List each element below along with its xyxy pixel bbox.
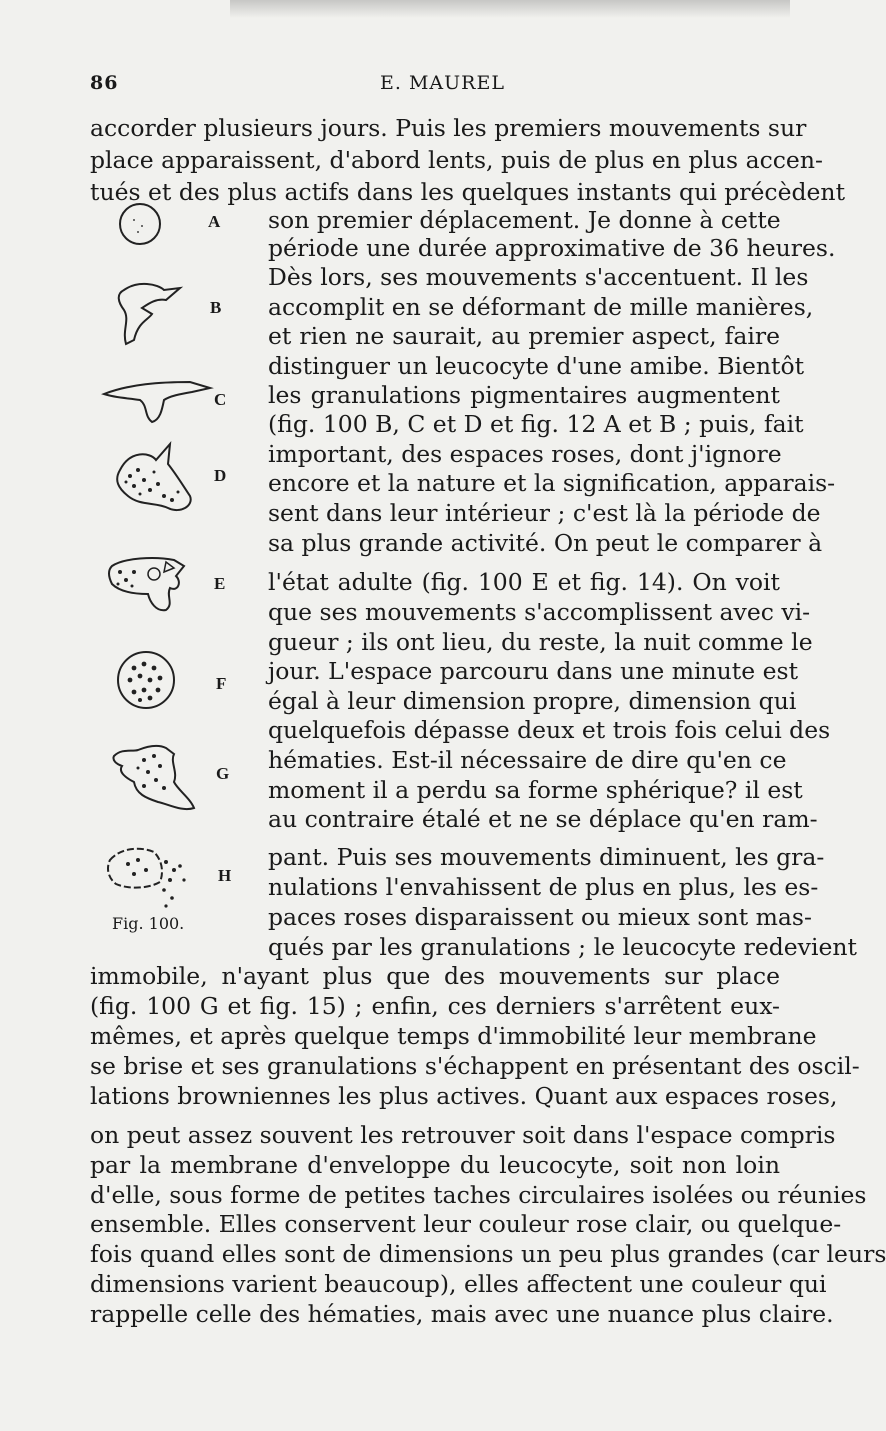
text-line: ensemble. Elles conservent leur couleur rose clair, ou quelque-	[90, 1210, 842, 1238]
text-line: distinguer un leucocyte d'une amibe. Bientôt	[268, 352, 805, 380]
figure-label-h: H	[218, 866, 232, 885]
text-line: égal à leur dimension propre, dimension qui	[268, 687, 797, 715]
page-number: 86	[90, 72, 119, 94]
text-line: par la membrane d'enveloppe du leucocyte, soit non loin	[90, 1151, 780, 1179]
figure-caption: Fig. 100.	[112, 914, 185, 933]
figure-100	[100, 190, 260, 950]
text-line: quelquefois dépasse deux et trois fois celui des	[268, 716, 831, 744]
text-line: et rien ne saurait, au premier aspect, faire	[268, 322, 780, 350]
figure-label-b: B	[210, 298, 222, 317]
text-line: gueur ; ils ont lieu, du reste, la nuit comme le	[268, 628, 813, 656]
figure-label-a: A	[208, 212, 221, 231]
text-line: qués par les granulations ; le leucocyte redevient	[268, 933, 857, 961]
text-line: hématies. Est-il nécessaire de dire qu'en ce	[268, 746, 787, 774]
text-line: encore et la nature et la signification, apparais-	[268, 469, 836, 497]
text-line: se brise et ses granulations s'échappent en présentant des oscil-	[90, 1052, 860, 1080]
scan-smudge	[230, 0, 790, 18]
figure-cell-g-drawing	[108, 742, 208, 822]
text-line: mêmes, et après quelque temps d'immobilité leur membrane	[90, 1022, 817, 1050]
text-line: sent dans leur intérieur ; c'est là la période de	[268, 499, 821, 527]
text-line: fois quand elles sont de dimensions un peu plus grandes (car leurs	[90, 1240, 886, 1268]
text-line: nulations l'envahissent de plus en plus, les es-	[268, 873, 819, 901]
figure-cell-c-drawing	[100, 374, 230, 434]
text-line: l'état adulte (fig. 100 E et fig. 14). On voit	[268, 568, 780, 596]
text-line: (fig. 100 B, C et D et fig. 12 A et B ; puis, fait	[268, 410, 804, 438]
text-line: accomplit en se déformant de mille manières,	[268, 293, 814, 321]
figure-cell-h-drawing	[100, 840, 210, 920]
running-header-author: E. MAUREL	[380, 72, 505, 94]
text-line: Dès lors, ses mouvements s'accentuent. Il les	[268, 263, 809, 291]
text-line: sa plus grande activité. On peut le comparer à	[268, 529, 823, 557]
text-line: d'elle, sous forme de petites taches circulaires isolées ou réunies	[90, 1181, 867, 1209]
text-line: immobile, n'ayant plus que des mouvements sur place	[90, 962, 780, 990]
text-line: période une durée approximative de 36 heures.	[268, 234, 836, 262]
text-line: place apparaissent, d'abord lents, puis de plus en plus accen-	[90, 146, 823, 174]
text-line: tués et des plus actifs dans les quelques instants qui précèdent	[90, 178, 846, 206]
text-line: que ses mouvements s'accomplissent avec vi-	[268, 598, 811, 626]
text-line: au contraire étalé et ne se déplace qu'en ram-	[268, 805, 818, 833]
figure-label-c: C	[214, 390, 227, 409]
text-line: on peut assez souvent les retrouver soit dans l'espace compris	[90, 1121, 836, 1149]
text-line: dimensions varient beaucoup), elles affectent une couleur qui	[90, 1270, 827, 1298]
figure-cell-d-drawing	[110, 440, 210, 530]
text-line: (fig. 100 G et fig. 15) ; enfin, ces derniers s'arrêtent eux-	[90, 992, 780, 1020]
figure-label-d: D	[214, 466, 227, 485]
figure-cell-f-drawing	[110, 646, 190, 716]
text-line: son premier déplacement. Je donne à cette	[268, 206, 781, 234]
figure-label-e: E	[214, 574, 226, 593]
text-line: les granulations pigmentaires augmentent	[268, 381, 780, 409]
text-line: lations browniennes les plus actives. Quant aux espaces roses,	[90, 1082, 838, 1110]
text-line: pant. Puis ses mouvements diminuent, les gra-	[268, 843, 825, 871]
figure-cell-b-drawing	[108, 280, 188, 360]
figure-label-g: G	[216, 764, 230, 783]
text-line: moment il a perdu sa forme sphérique? il est	[268, 776, 803, 804]
running-header	[90, 72, 780, 98]
figure-cell-e-drawing	[104, 552, 214, 622]
text-line: important, des espaces roses, dont j'ignore	[268, 440, 782, 468]
figure-label-f: F	[216, 674, 227, 693]
text-line: rappelle celle des hématies, mais avec une nuance plus claire.	[90, 1300, 834, 1328]
text-line: paces roses disparaissent ou mieux sont mas-	[268, 903, 812, 931]
text-line: accorder plusieurs jours. Puis les premiers mouvements sur	[90, 114, 807, 142]
text-line: jour. L'espace parcouru dans une minute est	[268, 657, 799, 685]
